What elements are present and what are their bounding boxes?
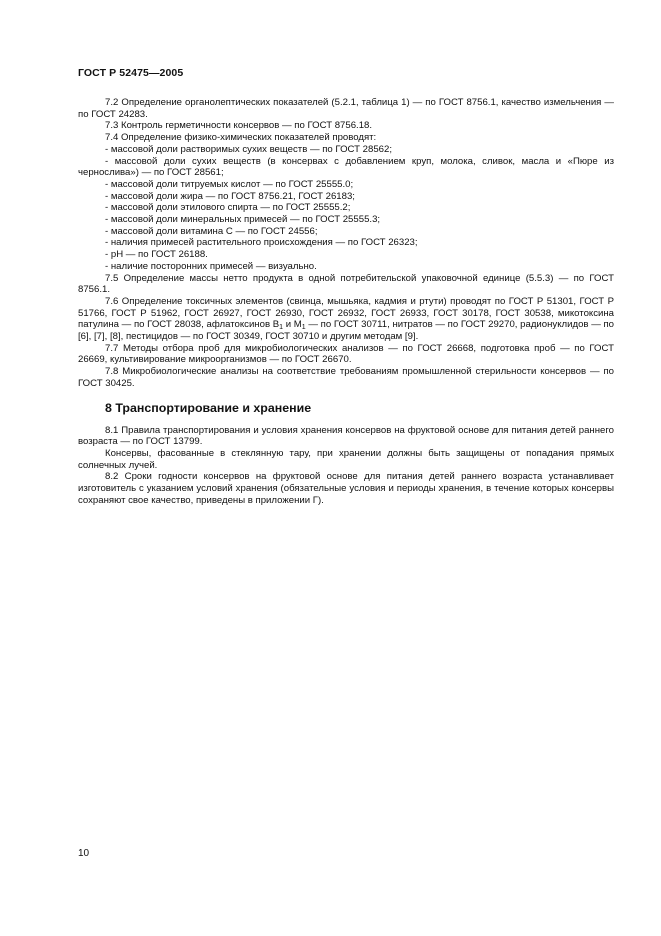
document-body (78, 97, 614, 507)
subscript-b1: 1 (279, 324, 284, 332)
paragraph-8-2: 8.2 Сроки годности консервов на фруктовой основе для питания детей раннего возраста устанавливает изготовитель с указанием условий хранения (обязательные условия и периоды хранения, в течение которых консервы сохраняют свое качество, приведены в приложении Г). (78, 471, 614, 506)
section-8-title: 8 Транспортирование и хранение (105, 400, 312, 415)
paragraph-7-6 (78, 296, 614, 343)
paragraph-7-2: 7.2 Определение органолептических показателей (5.2.1, таблица 1) — по ГОСТ 8756.1, качество измельчения — по ГОСТ 24283. (78, 97, 614, 120)
list-item: - массовой доли этилового спирта — по ГОСТ 25555.2; (105, 202, 351, 214)
list-item: - массовой доли витамина С — по ГОСТ 24556; (105, 225, 318, 237)
list-item: - рН — по ГОСТ 26188. (105, 249, 208, 261)
list-item: - массовой доли растворимых сухих веществ — по ГОСТ 28562; (105, 143, 393, 155)
subscript-m1: 1 (301, 324, 306, 332)
list-item: - наличия примесей растительного происхождения — по ГОСТ 26323; (105, 237, 418, 249)
paragraph-8-1b: Консервы, фасованные в стеклянную тару, при хранении должны быть защищены от попадания прямых солнечных лучей. (78, 447, 614, 471)
paragraph-7-3: 7.3 Контроль герметичности консервов — по ГОСТ 8756.18. (105, 120, 373, 132)
list-item: - массовой доли сухих веществ (в консервах с добавлением круп, молока, сливок, масла и «Пюре из чернослива») — по ГОСТ 28561; (78, 155, 614, 179)
list-item: - массовой доли титруемых кислот — по ГОСТ 25555.0; (105, 178, 354, 190)
list-item: - массовой доли жира — по ГОСТ 8756.21, ГОСТ 26183; (105, 190, 355, 202)
list-item: - массовой доли минеральных примесей — по ГОСТ 25555.3; (105, 214, 381, 226)
paragraph-7-6-text-c: — по ГОСТ 30711, нитратов — по ГОСТ 29270, радионуклидов — по [6], [7], [8], пестицидов — по ГОСТ 30349, ГОСТ 30710 и другим методам [9]. (78, 319, 615, 343)
paragraph-8-1: 8.1 Правила транспортирования и условия хранения консервов на фруктовой основе для питания детей раннего возраста — по ГОСТ 13799. (78, 424, 614, 448)
paragraph-7-7: 7.7 Методы отбора проб для микробиологических анализов — по ГОСТ 26668, подготовка проб — по ГОСТ 26669, культивирование микроорганизмов — по ГОСТ 26670. (78, 342, 614, 366)
paragraph-7-4: 7.4 Определение физико-химических показателей проводят: (105, 132, 377, 144)
document-header: ГОСТ Р 52475—2005 (78, 67, 184, 79)
page-number: 10 (78, 848, 90, 859)
list-item: - наличие посторонних примесей — визуально. (105, 260, 317, 272)
paragraph-7-5: 7.5 Определение массы нетто продукта в одной потребительской упаковочной единице (5.5.3) — по ГОСТ 8756.1. (78, 272, 614, 296)
paragraph-7-8: 7.8 Микробиологические анализы на соответствие требованиям промышленной стерильности консервов — по ГОСТ 30425. (78, 366, 614, 389)
paragraph-7-6-text-a: 7.6 Определение токсичных элементов (свинца, мышьяка, кадмия и ртути) проводят по ГОСТ Р 51301, ГОСТ Р 51766, ГОСТ Р 51962, ГОСТ 26927, ГОСТ 26930, ГОСТ 26932, ГОСТ 26933, ГОСТ 30178, ГОСТ 30538, микотоксина патулина — по ГОСТ 28038, афлатоксинов В (78, 295, 614, 331)
paragraph-7-6-text-b: и М (283, 319, 302, 331)
